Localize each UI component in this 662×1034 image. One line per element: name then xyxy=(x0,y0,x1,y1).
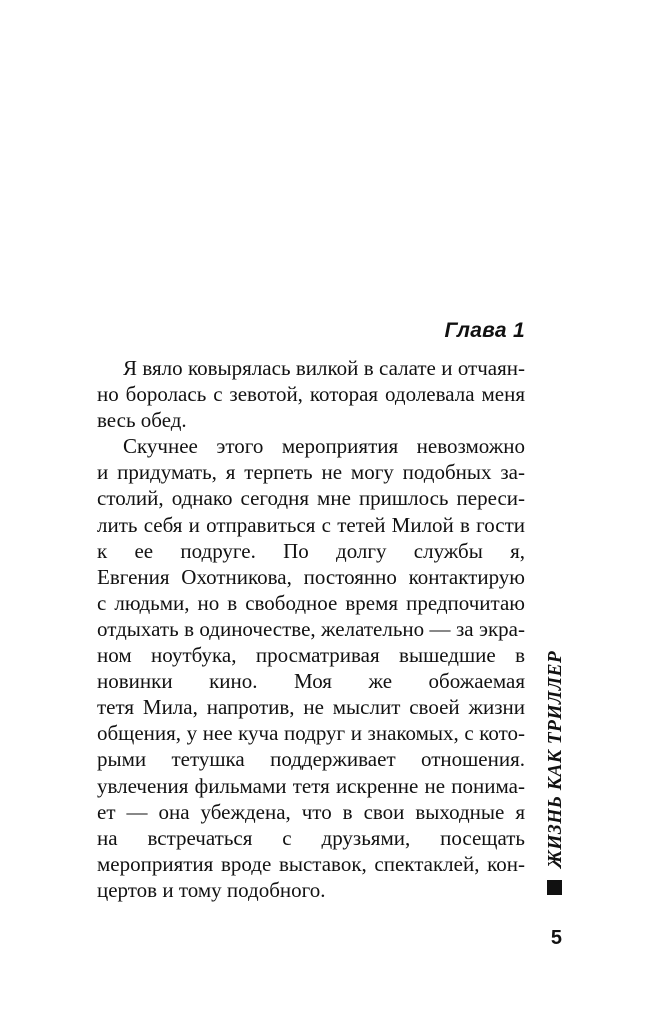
running-title: ЖИЗНЬ КАК ТРИЛЛЕР xyxy=(545,650,566,868)
text-line: лить себя и отправиться с тетей Милой в гости xyxy=(97,512,525,537)
text-line: Евгения Охотникова, постоянно контактирую xyxy=(97,564,525,589)
text-line: мероприятия вроде выставок, спектаклей, кон- xyxy=(97,851,525,876)
text-line: к ее подруге. По долгу службы я, xyxy=(97,538,525,563)
chapter-heading: Глава 1 xyxy=(444,319,525,342)
text-line: новинки кино. Моя же обожаемая xyxy=(97,669,525,694)
text-line: увлечения фильмами тетя искренне не понима- xyxy=(97,773,525,798)
text-line: с людьми, но в свободное время предпочитаю xyxy=(97,590,525,615)
page-number: 5 xyxy=(550,927,562,949)
text-line: Я вяло ковырялась вилкой в салате и отчаян- xyxy=(123,356,525,380)
text-line: рыми тетушка поддерживает отношения. xyxy=(97,747,525,772)
paragraph-1 xyxy=(97,355,525,433)
text-line: ет — она убеждена, что в свои выходные я xyxy=(97,799,525,824)
text-line: цертов и тому подобного. xyxy=(97,877,326,902)
paragraph-2 xyxy=(97,433,525,903)
text-line: весь обед. xyxy=(97,408,187,433)
text-line: столий, однако сегодня мне пришлось переси- xyxy=(97,486,525,511)
text-line: общения, у нее куча подруг и знакомых, с кото- xyxy=(97,721,525,746)
square-marker-icon xyxy=(547,880,562,895)
body-text xyxy=(97,355,525,903)
text-line: но боролась с зевотой, которая одолевала меня xyxy=(97,382,525,407)
text-line: ном ноутбука, просматривая вышедшие в xyxy=(97,643,525,668)
text-line: отдыхать в одиночестве, желательно — за экра- xyxy=(97,616,525,641)
text-line: тетя Мила, напротив, не мыслит своей жизни xyxy=(97,695,525,720)
text-line: и придумать, я терпеть не могу подобных за- xyxy=(97,460,525,485)
text-line: на встречаться с друзьями, посещать xyxy=(97,825,525,850)
text-line: Скучнее этого мероприятия невозможно xyxy=(123,434,525,459)
